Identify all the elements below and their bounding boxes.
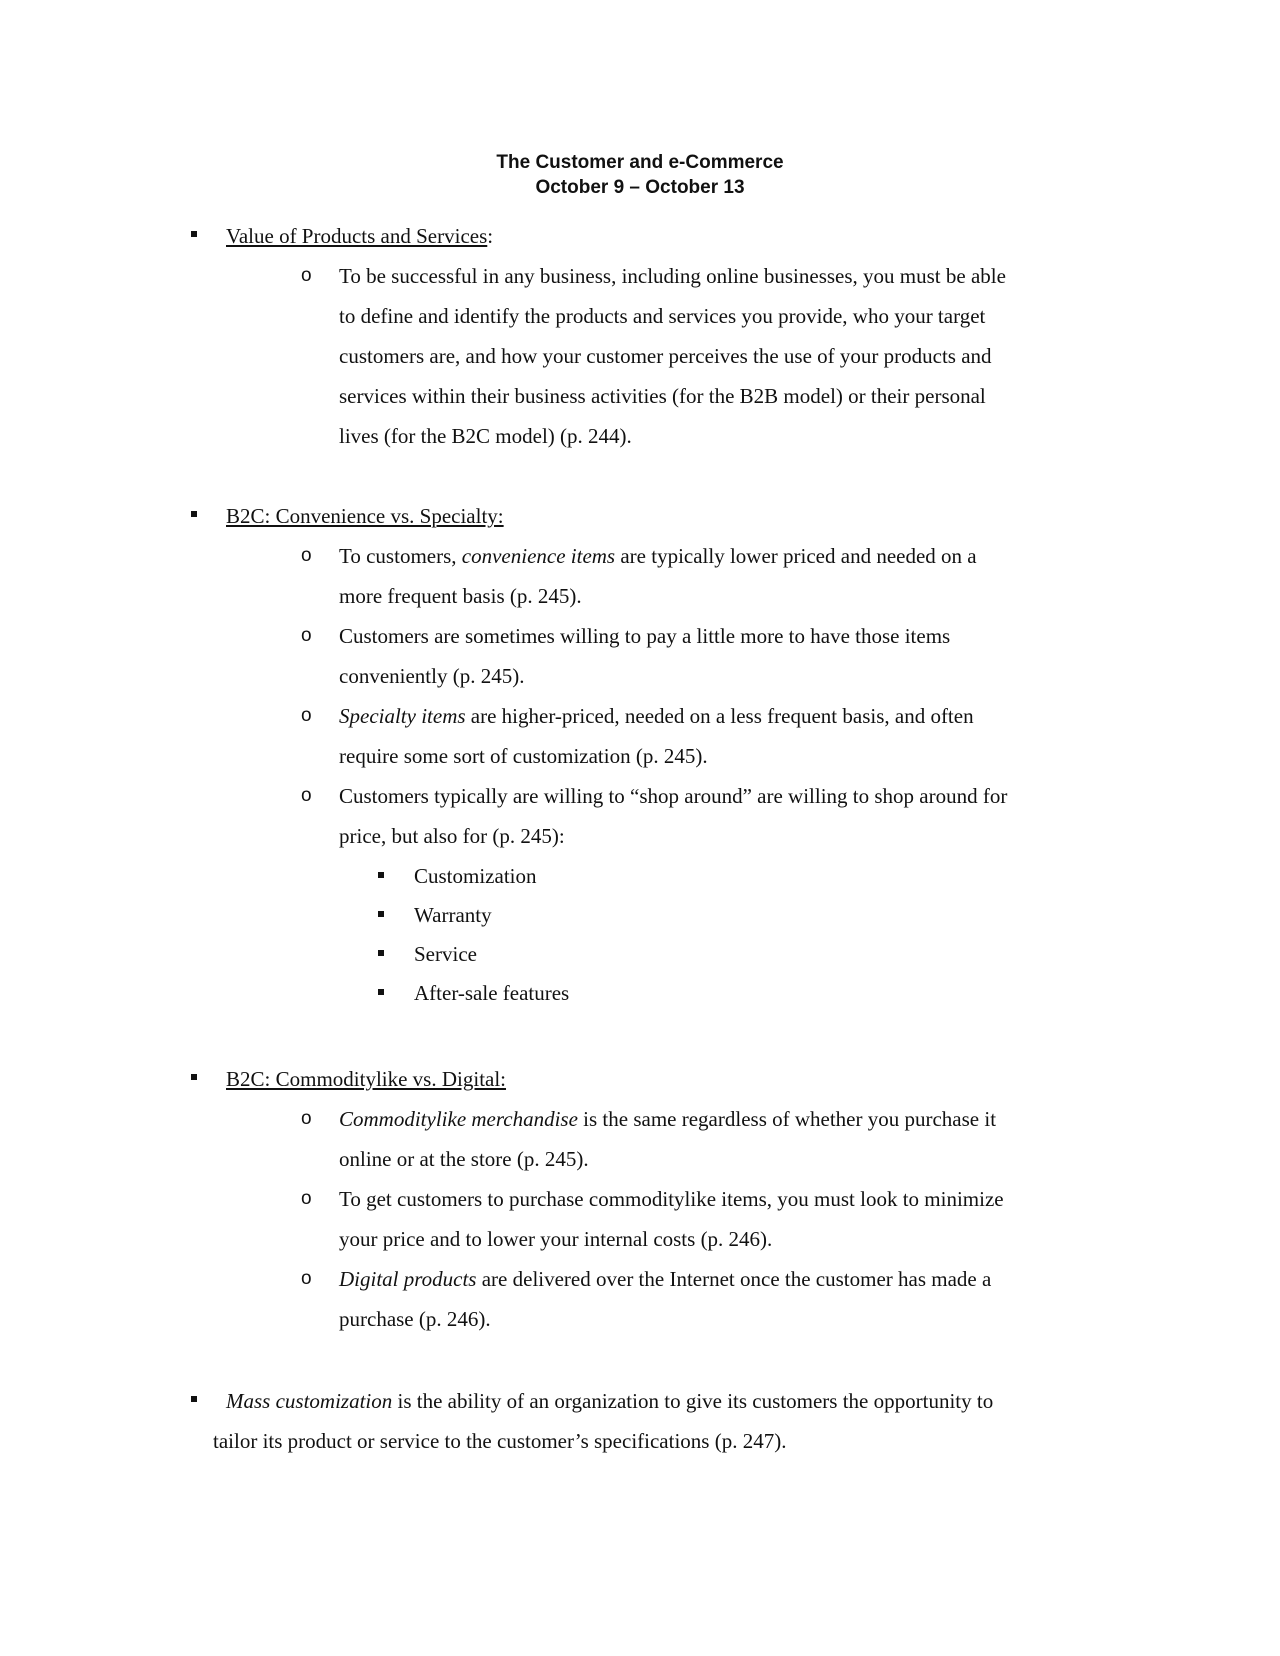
list-item-line: Customers are sometimes willing to pay a little more to have those items bbox=[339, 624, 951, 648]
bullet-circle-icon: o bbox=[301, 785, 312, 806]
list-item-line: customers are, and how your customer perceives the use of your products and bbox=[339, 344, 992, 368]
text-run: are higher-priced, needed on a less frequent basis, and often bbox=[465, 704, 974, 728]
list-item-line bbox=[339, 1259, 991, 1299]
bullet-square-icon bbox=[191, 231, 197, 237]
list-item-line bbox=[339, 536, 977, 576]
emphasis-term: Mass customization bbox=[226, 1389, 393, 1413]
list-item-line: Customers typically are willing to “shop around” are willing to shop around for bbox=[339, 784, 1008, 808]
bullet-square-icon bbox=[378, 989, 384, 995]
bullet-square-icon bbox=[191, 1396, 197, 1402]
bullet-square-icon bbox=[191, 511, 197, 517]
list-item-line bbox=[339, 696, 974, 736]
sub-list-item: Service bbox=[414, 942, 477, 966]
emphasis-term: Digital products bbox=[339, 1267, 477, 1291]
section-heading bbox=[226, 1059, 506, 1099]
section-heading-text: Value of Products and Services bbox=[226, 224, 488, 248]
section-heading-text: B2C: Commoditylike vs. Digital: bbox=[226, 1067, 507, 1091]
text-run: is the ability of an organization to give its customers the opportunity to bbox=[392, 1389, 994, 1413]
bullet-square-icon bbox=[191, 1074, 197, 1080]
paragraph-line bbox=[226, 1381, 993, 1421]
section-heading bbox=[226, 496, 504, 536]
list-item-line: price, but also for (p. 245): bbox=[339, 824, 565, 848]
bullet-circle-icon: o bbox=[301, 1188, 312, 1209]
text-run: are delivered over the Internet once the customer has made a bbox=[476, 1267, 992, 1291]
bullet-circle-icon: o bbox=[301, 265, 312, 286]
section-heading-text: B2C: Convenience vs. Specialty: bbox=[226, 504, 504, 528]
list-item-line: To get customers to purchase commoditylike items, you must look to minimize bbox=[339, 1187, 1004, 1211]
list-item-line: lives (for the B2C model) (p. 244). bbox=[339, 424, 632, 448]
section-heading bbox=[226, 216, 493, 256]
list-item-line: more frequent basis (p. 245). bbox=[339, 584, 582, 608]
bullet-circle-icon: o bbox=[301, 1268, 312, 1289]
bullet-circle-icon: o bbox=[301, 625, 312, 646]
sub-list-item: After-sale features bbox=[414, 981, 570, 1005]
list-item-line: your price and to lower your internal costs (p. 246). bbox=[339, 1227, 773, 1251]
text-run: To customers, bbox=[339, 544, 462, 568]
sub-list-item: Warranty bbox=[414, 903, 492, 927]
text-run: are typically lower priced and needed on a bbox=[615, 544, 977, 568]
bullet-circle-icon: o bbox=[301, 1108, 312, 1129]
list-item-line: to define and identify the products and services you provide, who your target bbox=[339, 304, 986, 328]
list-item-line bbox=[339, 1099, 996, 1139]
bullet-circle-icon: o bbox=[301, 705, 312, 726]
document-header bbox=[0, 150, 1280, 200]
bullet-square-icon bbox=[378, 911, 384, 917]
document-title: The Customer and e-Commerce bbox=[496, 152, 784, 173]
sub-list-item: Customization bbox=[414, 864, 537, 888]
emphasis-term: Specialty items bbox=[339, 704, 466, 728]
bullet-circle-icon: o bbox=[301, 545, 312, 566]
emphasis-term: Commoditylike merchandise bbox=[339, 1107, 578, 1131]
bullet-square-icon bbox=[378, 950, 384, 956]
emphasis-term: convenience items bbox=[461, 544, 616, 568]
list-item-line: purchase (p. 246). bbox=[339, 1307, 491, 1331]
paragraph-line: tailor its product or service to the customer’s specifications (p. 247). bbox=[213, 1429, 787, 1453]
list-item-line: services within their business activities (for the B2B model) or their personal bbox=[339, 384, 986, 408]
document-date-range: October 9 – October 13 bbox=[535, 177, 745, 198]
section-heading-colon: : bbox=[487, 224, 494, 248]
list-item-line: online or at the store (p. 245). bbox=[339, 1147, 589, 1171]
list-item-line: To be successful in any business, including online businesses, you must be able bbox=[339, 264, 1006, 288]
bullet-square-icon bbox=[378, 872, 384, 878]
text-run: is the same regardless of whether you purchase it bbox=[577, 1107, 997, 1131]
list-item-line: require some sort of customization (p. 245). bbox=[339, 744, 708, 768]
list-item-line: conveniently (p. 245). bbox=[339, 664, 525, 688]
